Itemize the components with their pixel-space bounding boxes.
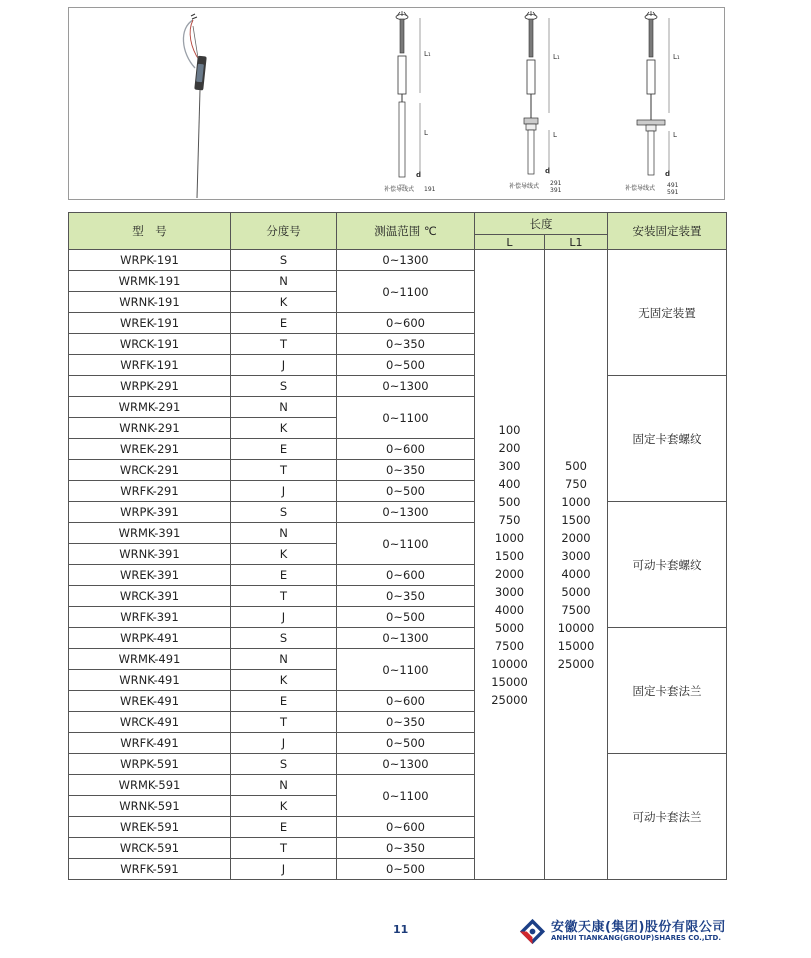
fixing-cell: 可动卡套法兰 — [608, 754, 727, 880]
temp-range-cell: 0~350 — [337, 586, 475, 607]
graduation-cell: T — [231, 460, 337, 481]
temp-range-cell: 0~1300 — [337, 754, 475, 775]
header-length: 长度 — [475, 213, 608, 235]
graduation-cell: E — [231, 313, 337, 334]
temp-range-cell: 0~1100 — [337, 397, 475, 439]
graduation-cell: J — [231, 733, 337, 754]
length-l-value: 1000 — [494, 530, 525, 545]
length-l1-value: 750 — [565, 476, 587, 491]
model-spec-table — [68, 212, 727, 880]
graduation-cell: S — [231, 502, 337, 523]
company-name-en: ANHUI TIANKANG(GROUP)SHARES CO.,LTD. — [551, 934, 722, 942]
graduation-cell: J — [231, 859, 337, 880]
length-l-value: 5000 — [494, 620, 525, 635]
graduation-cell: E — [231, 439, 337, 460]
model-cell: WRFK-391 — [69, 607, 231, 628]
graduation-cell: K — [231, 292, 337, 313]
length-l1-value: 4000 — [561, 566, 591, 581]
length-l-value: 4000 — [494, 602, 525, 617]
temp-range-cell: 0~600 — [337, 439, 475, 460]
length-l-value: 200 — [498, 440, 521, 455]
dim-l1-label: L₁ — [424, 50, 431, 58]
model-cell: WREK-591 — [69, 817, 231, 838]
table-row — [69, 376, 727, 397]
caption-label: 补偿导线式 — [384, 186, 415, 193]
dim-d-label: d — [545, 167, 551, 175]
table-row — [69, 250, 727, 271]
length-l-value: 7500 — [494, 638, 525, 653]
length-l-value: 1500 — [494, 548, 525, 563]
model-cell: WRCK-591 — [69, 838, 231, 859]
model-cell: WREK-391 — [69, 565, 231, 586]
graduation-cell: T — [231, 838, 337, 859]
length-l-value: 10000 — [491, 656, 528, 671]
model-cell: WRFK-591 — [69, 859, 231, 880]
length-l1-value: 500 — [565, 458, 587, 473]
length-l-value: 400 — [498, 476, 521, 491]
length-l-value: 25000 — [491, 692, 528, 707]
model-cell: WRCK-491 — [69, 712, 231, 733]
length-l-value: 500 — [498, 494, 521, 509]
temp-range-cell: 0~350 — [337, 334, 475, 355]
temp-range-cell: 0~1100 — [337, 775, 475, 817]
company-name-cn: 安徽天康(集团)股份有限公司 — [551, 920, 726, 935]
drawing-191 — [396, 11, 420, 185]
model-cell: WRFK-191 — [69, 355, 231, 376]
length-l-value: 750 — [498, 512, 521, 527]
length-l1-value: 3000 — [561, 548, 591, 563]
graduation-cell: S — [231, 250, 337, 271]
length-l1-value: 10000 — [557, 620, 595, 635]
graduation-cell: S — [231, 754, 337, 775]
caption-label: 补偿导线式 — [509, 183, 540, 190]
model-cell: WRMK-391 — [69, 523, 231, 544]
graduation-cell: S — [231, 628, 337, 649]
tiankang-logo-icon — [518, 917, 547, 946]
temp-range-cell: 0~350 — [337, 838, 475, 859]
dim-l-label: L — [424, 129, 428, 137]
temp-range-cell: 0~1300 — [337, 376, 475, 397]
length-l1-value: 5000 — [561, 584, 591, 599]
temp-range-cell: 0~500 — [337, 733, 475, 754]
model-cell: WRCK-391 — [69, 586, 231, 607]
dim-l1-label: L₁ — [673, 53, 680, 61]
caption-code: 291 391 — [550, 180, 562, 194]
length-l1-value: 1000 — [561, 494, 591, 509]
fixing-cell: 固定卡套螺纹 — [608, 376, 727, 502]
temp-range-cell: 0~600 — [337, 817, 475, 838]
model-cell: WRFK-491 — [69, 733, 231, 754]
length-l1-value: 2000 — [561, 530, 591, 545]
model-cell: WRMK-591 — [69, 775, 231, 796]
length-l1-value: 25000 — [557, 656, 595, 671]
model-cell: WRFK-291 — [69, 481, 231, 502]
header-graduation: 分度号 — [231, 213, 337, 250]
model-cell: WRMK-291 — [69, 397, 231, 418]
graduation-cell: E — [231, 691, 337, 712]
graduation-cell: J — [231, 607, 337, 628]
length-l1-value: 1500 — [561, 512, 591, 527]
graduation-cell: J — [231, 481, 337, 502]
dim-d-label: d — [665, 170, 671, 178]
spec-table-body — [69, 250, 727, 880]
temp-range-cell: 0~600 — [337, 313, 475, 334]
graduation-cell: N — [231, 397, 337, 418]
header-temp-range: 测温范围 ℃ — [337, 213, 475, 250]
graduation-cell: N — [231, 271, 337, 292]
model-cell: WRMK-491 — [69, 649, 231, 670]
temp-range-cell: 0~500 — [337, 481, 475, 502]
length-l-cell — [475, 250, 545, 880]
dim-l-label: L — [553, 131, 557, 139]
model-cell: WRPK-391 — [69, 502, 231, 523]
graduation-cell: T — [231, 712, 337, 733]
table-row — [69, 754, 727, 775]
graduation-cell: T — [231, 334, 337, 355]
caption-code: 191 — [424, 186, 436, 193]
temp-range-cell: 0~500 — [337, 859, 475, 880]
model-cell: WRMK-191 — [69, 271, 231, 292]
header-model: 型 号 — [69, 213, 231, 250]
dim-d-label: d — [416, 171, 422, 179]
graduation-cell: T — [231, 586, 337, 607]
graduation-cell: N — [231, 649, 337, 670]
model-cell: WREK-191 — [69, 313, 231, 334]
model-cell: WRCK-291 — [69, 460, 231, 481]
caption-label: 补偿导线式 — [625, 185, 656, 192]
fixing-cell: 可动卡套螺纹 — [608, 502, 727, 628]
thermocouple-drawings — [69, 8, 726, 201]
page-number: 11 — [393, 923, 409, 936]
temp-range-cell: 0~500 — [337, 607, 475, 628]
fixing-cell: 无固定装置 — [608, 250, 727, 376]
length-l-value: 2000 — [494, 566, 525, 581]
model-cell: WRNK-591 — [69, 796, 231, 817]
model-cell: WRNK-191 — [69, 292, 231, 313]
temp-range-cell: 0~500 — [337, 355, 475, 376]
model-cell: WREK-491 — [69, 691, 231, 712]
length-l1-value: 7500 — [561, 602, 591, 617]
drawing-291-391 — [524, 11, 549, 174]
graduation-cell: S — [231, 376, 337, 397]
dim-l1-label: L₁ — [553, 53, 560, 61]
temp-range-cell: 0~350 — [337, 712, 475, 733]
temp-range-cell: 0~350 — [337, 460, 475, 481]
temp-range-cell: 0~1300 — [337, 502, 475, 523]
header-fixing: 安装固定装置 — [608, 213, 727, 250]
graduation-cell: K — [231, 670, 337, 691]
graduation-cell: K — [231, 796, 337, 817]
temp-range-cell: 0~1300 — [337, 628, 475, 649]
model-cell: WRNK-291 — [69, 418, 231, 439]
temp-range-cell: 0~600 — [337, 691, 475, 712]
graduation-cell: N — [231, 523, 337, 544]
temp-range-cell: 0~1100 — [337, 523, 475, 565]
graduation-cell: E — [231, 565, 337, 586]
temp-range-cell: 0~1300 — [337, 250, 475, 271]
header-l: L — [475, 235, 545, 250]
model-cell: WRPK-591 — [69, 754, 231, 775]
thermocouple-photo — [183, 14, 206, 198]
model-cell: WRCK-191 — [69, 334, 231, 355]
model-cell: WREK-291 — [69, 439, 231, 460]
temp-range-cell: 0~1100 — [337, 649, 475, 691]
length-l-value: 100 — [498, 422, 521, 437]
graduation-cell: K — [231, 544, 337, 565]
model-cell: WRPK-491 — [69, 628, 231, 649]
model-cell: WRNK-491 — [69, 670, 231, 691]
graduation-cell: K — [231, 418, 337, 439]
length-l-value: 300 — [498, 458, 521, 473]
header-l1: L1 — [545, 235, 608, 250]
table-row — [69, 628, 727, 649]
model-cell: WRPK-191 — [69, 250, 231, 271]
model-cell: WRNK-391 — [69, 544, 231, 565]
drawing-491-591 — [637, 11, 669, 175]
graduation-cell: E — [231, 817, 337, 838]
length-l1-cell — [545, 250, 608, 880]
table-row — [69, 502, 727, 523]
fixing-cell: 固定卡套法兰 — [608, 628, 727, 754]
dim-l-label: L — [673, 131, 677, 139]
graduation-cell: N — [231, 775, 337, 796]
model-cell: WRPK-291 — [69, 376, 231, 397]
graduation-cell: J — [231, 355, 337, 376]
product-illustration-panel — [68, 7, 725, 200]
temp-range-cell: 0~600 — [337, 565, 475, 586]
caption-code: 491 591 — [667, 182, 679, 196]
length-l1-value: 15000 — [557, 638, 595, 653]
length-l-value: 3000 — [494, 584, 525, 599]
length-l-value: 15000 — [491, 674, 528, 689]
temp-range-cell: 0~1100 — [337, 271, 475, 313]
